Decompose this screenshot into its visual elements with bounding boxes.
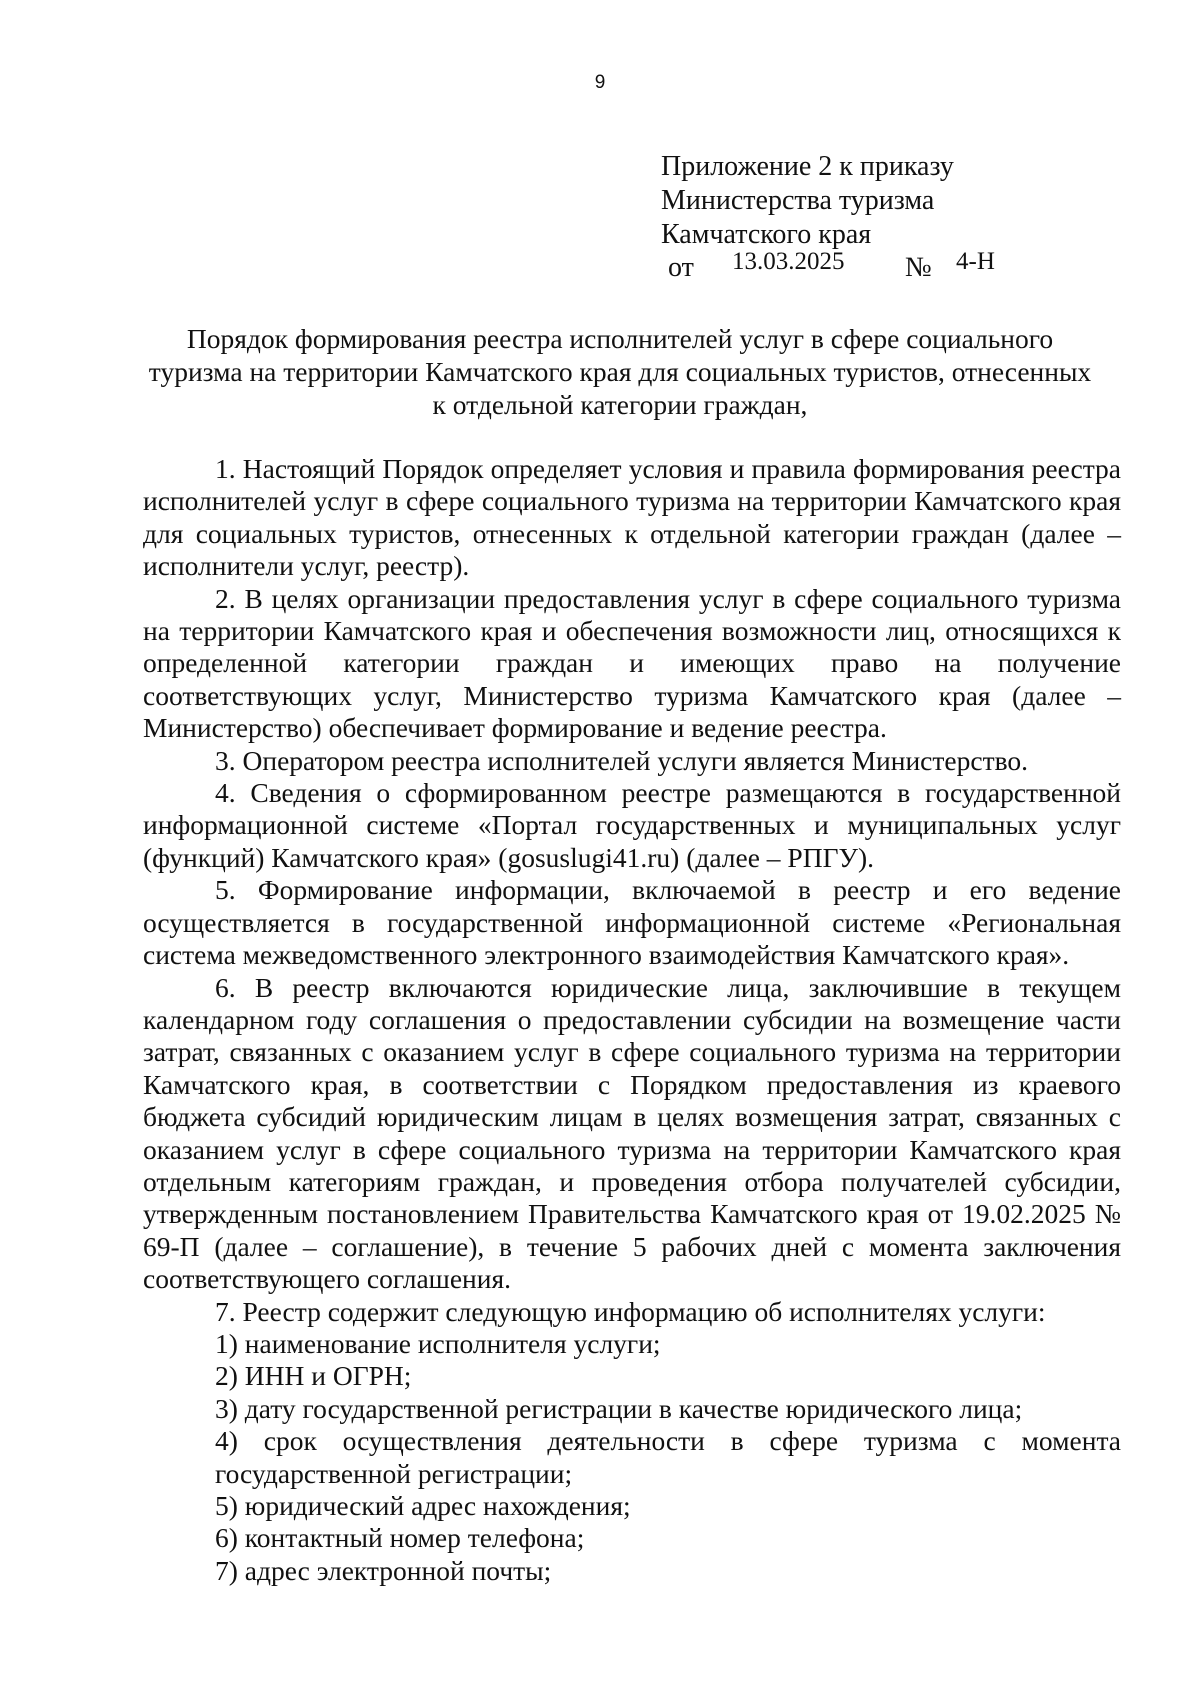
paragraph-2: 2. В целях организации предоставления услуг в сфере социального туризма на территории Камчатского края и обеспечения возможности лиц, относящихся к определенной категории граждан и имеющих право на получение соответствующих услуг, Министерство туризма Камчатского края (далее – Министерство) обеспечивает формирование и ведение реестра. xyxy=(143,582,1121,744)
paragraph-3: 3. Оператором реестра исполнителей услуги является Министерство. xyxy=(215,744,1029,776)
list-item-3: 3) дату государственной регистрации в качестве юридического лица; xyxy=(215,1392,1023,1424)
document-title-line-3: к отдельной категории граждан, xyxy=(432,389,808,420)
paragraph-5: 5. Формирование информации, включаемой в реестр и его ведение осуществляется в государственной информационной системе «Региональная система межведомственного электронного взаимодействия Камчатского края». xyxy=(143,874,1121,971)
list-item-6: 6) контактный номер телефона; xyxy=(215,1522,585,1554)
appendix-line-2: Министерства туризма xyxy=(661,185,935,216)
paragraph-6: 6. В реестр включаются юридические лица, заключившие в текущем календарном году соглашения о предоставлении субсидии на возмещение части затрат, связанных с оказанием услуг в сфере социального туризма на территории Камчатского края, в соответствии с Порядком предоставления из краевого бюджета субсидий юридическим лицам в целях возмещения затрат, связанных с оказанием услуг в сфере социального туризма на территории Камчатского края отдельным категориям граждан, и проведения отбора получателей субсидии, утвержденным постановлением Правительства Камчатского края от 19.02.2025 № 69-П (далее – соглашение), в течение 5 рабочих дней с момента заключения соответствующего соглашения. xyxy=(143,971,1121,1295)
order-number: 4-Н xyxy=(956,248,995,275)
list-item-2: 2) ИНН и ОГРН; xyxy=(215,1360,412,1392)
document-title-line-1: Порядок формирования реестра исполнителей услуг в сфере социального xyxy=(186,323,1054,354)
order-date-number xyxy=(668,248,1008,284)
document-title xyxy=(130,322,1110,421)
document-title-line-2: туризма на территории Камчатского края для социальных туристов, отнесенных xyxy=(148,356,1092,387)
paragraph-7: 7. Реестр содержит следующую информацию об исполнителях услуги: xyxy=(215,1295,1046,1327)
order-number-label: № xyxy=(905,252,932,283)
paragraph-4: 4. Сведения о сформированном реестре размещаются в государственной информационной системе «Портал государственных и муниципальных услуг (функций) Камчатского края» (gosuslugi41.ru) (далее – РПГУ). xyxy=(143,777,1121,873)
order-date: 13.03.2025 xyxy=(732,248,845,275)
list-item-4: 4) срок осуществления деятельности в сфере туризма с момента государственной регистрации; xyxy=(215,1425,1121,1489)
appendix-line-3: Камчатского края xyxy=(661,219,872,250)
document-body xyxy=(143,453,1121,1587)
appendix-line-1: Приложение 2 к приказу xyxy=(661,151,954,182)
list-item-5: 5) юридический адрес нахождения; xyxy=(215,1490,631,1521)
order-from-label: от xyxy=(668,252,694,283)
list-item-1: 1) наименование исполнителя услуги; xyxy=(215,1327,661,1359)
paragraph-1: 1. Настоящий Порядок определяет условия и правила формирования реестра исполнителей услуг в сфере социального туризма на территории Камчатского края для социальных туристов, отнесенных к отдельной категории граждан (далее – исполнители услуг, реестр). xyxy=(143,453,1121,582)
appendix-header xyxy=(661,150,954,252)
page-number: 9 xyxy=(594,72,606,93)
list-item-7: 7) адрес электронной почты; xyxy=(215,1554,552,1586)
